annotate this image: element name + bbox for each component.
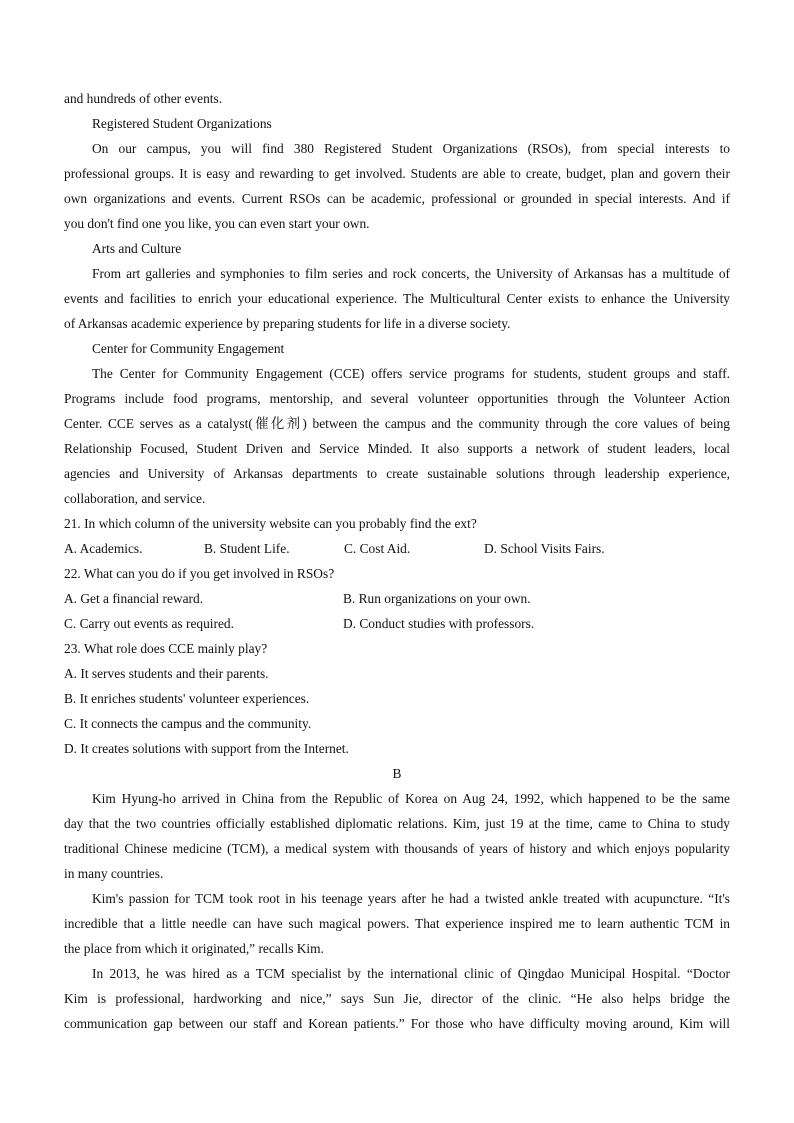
q22-option-b: B. Run organizations on your own. bbox=[343, 591, 531, 606]
paragraph-line: Kim is professional, hardworking and nice,” says Sun Jie, director of the clinic. “He also helps bridge the bbox=[64, 991, 730, 1006]
paragraph-line: traditional Chinese medicine (TCM), a medical system with thousands of years of history and which enjoys popularity bbox=[64, 841, 730, 856]
section-heading-arts: Arts and Culture bbox=[92, 241, 182, 256]
paragraph-line: agencies and University of Arkansas departments to create sustainable solutions through leadership experience, bbox=[64, 466, 730, 481]
q23-option-c: C. It connects the campus and the community. bbox=[64, 716, 312, 731]
lead-line: and hundreds of other events. bbox=[64, 91, 223, 106]
q23-option-a: A. It serves students and their parents. bbox=[64, 666, 269, 681]
paragraph-line: communication gap between our staff and Korean patients.” For those who have difficulty moving around, Kim will bbox=[64, 1016, 730, 1031]
question-23-stem: 23. What role does CCE mainly play? bbox=[64, 641, 268, 656]
q23-option-d: D. It creates solutions with support from the Internet. bbox=[64, 741, 349, 756]
question-21-stem: 21. In which column of the university website can you probably find the ext? bbox=[64, 516, 477, 531]
question-21-options bbox=[64, 536, 730, 561]
paragraph-line: events and facilities to enrich your educational experience. The Multicultural Center exists to enhance the University bbox=[64, 291, 730, 306]
question-22-options-row-2 bbox=[64, 611, 730, 636]
paragraph-line: of Arkansas academic experience by preparing students for life in a diverse society. bbox=[64, 316, 511, 331]
paragraph-line: day that the two countries officially established diplomatic relations. Kim, just 19 at the time, came to China to study bbox=[64, 816, 730, 831]
paragraph-line: Kim Hyung-ho arrived in China from the Republic of Korea on Aug 24, 1992, which happened to be the same bbox=[92, 791, 730, 806]
exam-page bbox=[64, 86, 730, 1036]
section-heading-rsos: Registered Student Organizations bbox=[92, 116, 272, 131]
paragraph-line: On our campus, you will find 380 Registered Student Organizations (RSOs), from special interests to bbox=[92, 141, 730, 156]
q22-option-d: D. Conduct studies with professors. bbox=[343, 616, 535, 631]
paragraph-line: The Center for Community Engagement (CCE) offers service programs for students, student groups and staff. bbox=[92, 366, 730, 381]
paragraph-line: collaboration, and service. bbox=[64, 491, 206, 506]
q23-option-b: B. It enriches students' volunteer experiences. bbox=[64, 691, 310, 706]
paragraph-line: Center. CCE serves as a catalyst(催化剂) between the campus and the community through the core values of being bbox=[64, 416, 730, 431]
paragraph-line: Relationship Focused, Student Driven and Service Minded. It also supports a network of student leaders, local bbox=[64, 441, 730, 456]
paragraph-line: In 2013, he was hired as a TCM specialist by the international clinic of Qingdao Municipal Hospital. “Doctor bbox=[92, 966, 730, 981]
section-heading-cce: Center for Community Engagement bbox=[92, 341, 285, 356]
passage-b-heading: B bbox=[392, 766, 402, 781]
question-22-options-row-1 bbox=[64, 586, 730, 611]
paragraph-line: own organizations and events. Current RSOs can be academic, professional or grounded in special interests. And if bbox=[64, 191, 730, 206]
paragraph-line: incredible that a little needle can have such magical powers. That experience inspired me to learn authentic TCM in bbox=[64, 916, 730, 931]
paragraph-line: you don't find one you like, you can even start your own. bbox=[64, 216, 370, 231]
paragraph-line: Programs include food programs, mentorship, and several volunteer opportunities through the Volunteer Action bbox=[64, 391, 730, 406]
paragraph-line: Kim's passion for TCM took root in his teenage years after he had a twisted ankle treated with acupuncture. “It's bbox=[92, 891, 730, 906]
q21-option-d: D. School Visits Fairs. bbox=[484, 541, 605, 556]
q21-option-b: B. Student Life. bbox=[204, 541, 290, 556]
q21-option-a: A. Academics. bbox=[64, 541, 143, 556]
q21-option-c: C. Cost Aid. bbox=[344, 541, 411, 556]
paragraph-line: professional groups. It is easy and rewarding to get involved. Students are able to create, budget, plan and govern their bbox=[64, 166, 730, 181]
paragraph-line: From art galleries and symphonies to film series and rock concerts, the University of Arkansas has a multitude of bbox=[92, 266, 730, 281]
q22-option-c: C. Carry out events as required. bbox=[64, 616, 234, 631]
paragraph-line: in many countries. bbox=[64, 866, 164, 881]
q22-option-a: A. Get a financial reward. bbox=[64, 591, 204, 606]
question-22-stem: 22. What can you do if you get involved in RSOs? bbox=[64, 566, 335, 581]
paragraph-line: the place from which it originated,” recalls Kim. bbox=[64, 941, 324, 956]
